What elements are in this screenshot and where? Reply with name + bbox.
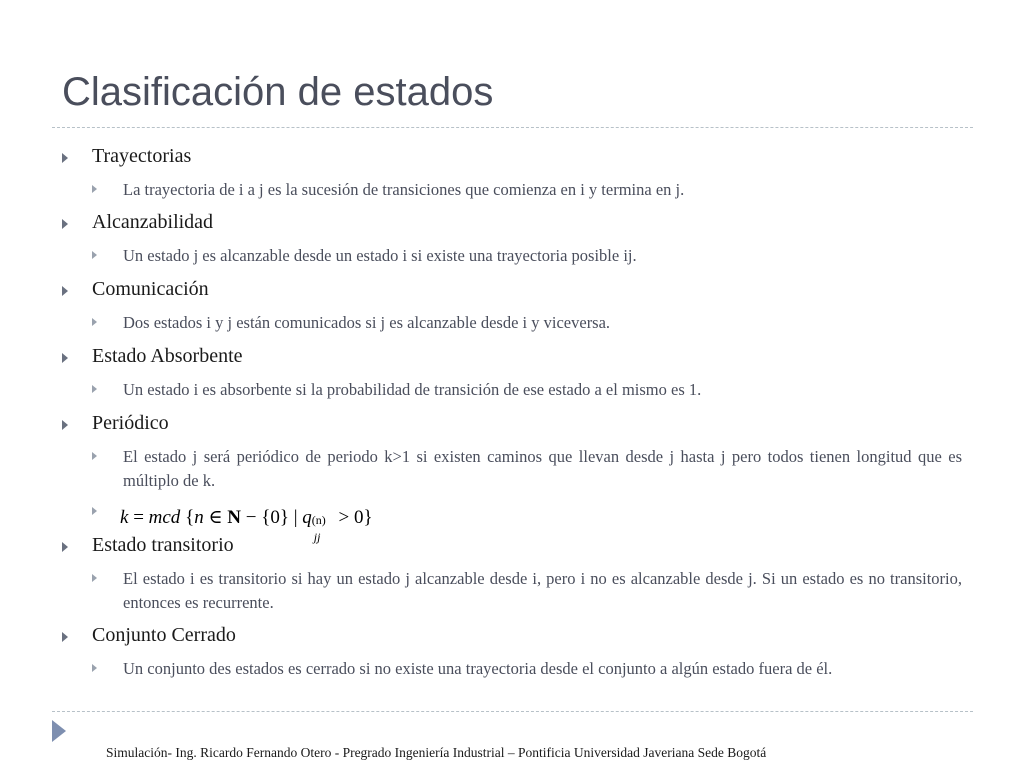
bullet-heading: Estado transitorio: [92, 534, 234, 556]
formula-minus-set: − {0} |: [241, 507, 303, 528]
bullet-arrow-icon: [62, 286, 68, 296]
formula-open-brace: {: [180, 507, 195, 528]
formula-element-of: ∈: [203, 507, 228, 528]
sub-bullet-text: Un estado j es alcanzable desde un estado i si existe una trayectoria posible ij.: [123, 246, 637, 265]
formula-equals: =: [128, 507, 149, 528]
sub-bullet-text: Un estado i es absorbente si la probabilidad de transición de ese estado a el mismo es 1.: [123, 380, 702, 399]
sub-bullet-arrow-icon: [92, 507, 97, 515]
formula-k: k: [120, 507, 129, 528]
bullet-arrow-icon: [62, 219, 68, 229]
sub-bullet-arrow-icon: [92, 452, 97, 460]
bullet-heading: Trayectorias: [92, 145, 192, 167]
sub-bullet-arrow-icon: [92, 185, 97, 193]
sub-bullet-comunicacion: [92, 311, 962, 335]
slide-title: Clasificación de estados: [62, 70, 494, 114]
sub-bullet-arrow-icon: [92, 385, 97, 393]
formula-greater-than: > 0}: [333, 507, 373, 528]
bullet-heading: Comunicación: [92, 278, 209, 300]
sub-bullet-text: La trayectoria de i a j es la sucesión de transiciones que comienza en i y termina en j.: [123, 180, 685, 199]
sub-bullet-arrow-icon: [92, 251, 97, 259]
bullet-arrow-icon: [62, 632, 68, 642]
sub-bullet-trayectorias: [92, 178, 962, 202]
formula-n: n: [194, 507, 204, 528]
sub-bullet-estado-absorbente: [92, 378, 962, 402]
formula-mcd: mcd: [148, 507, 181, 528]
footer-divider: [52, 711, 973, 712]
sub-bullet-alcanzabilidad: [92, 244, 962, 268]
bullet-arrow-icon: [62, 542, 68, 552]
sub-bullet-arrow-icon: [92, 318, 97, 326]
bullet-heading: Periódico: [92, 412, 169, 434]
sub-bullet-text: Dos estados i y j están comunicados si j es alcanzable desde i y viceversa.: [123, 313, 611, 332]
sub-bullet-conjunto-cerrado: [92, 657, 962, 681]
formula-subscript: jj: [313, 530, 321, 544]
sub-bullet-text: El estado i es transitorio si hay un estado j alcanzable desde i, pero i no es alcanzable desde j. Si un estado es no transitorio, entonces es recurrente.: [123, 569, 962, 612]
bullet-arrow-icon: [62, 353, 68, 363]
bullet-heading: Estado Absorbente: [92, 345, 243, 367]
next-slide-arrow-icon[interactable]: [52, 720, 66, 742]
sub-bullet-text: El estado j será periódico de periodo k>1 si existen caminos que llevan desde j hasta j pero todos tienen longitud que es múltiplo de k.: [123, 447, 962, 490]
sub-bullet-periodico: [92, 445, 962, 493]
formula-superscript: (n): [311, 513, 326, 527]
bullet-heading: Alcanzabilidad: [92, 211, 214, 233]
bullet-arrow-icon: [62, 153, 68, 163]
sub-bullet-estado-transitorio: [92, 567, 962, 615]
sub-bullet-text: Un conjunto des estados es cerrado si no existe una trayectoria desde el conjunto a algún estado fuera de él.: [123, 659, 833, 678]
period-formula: [120, 506, 373, 544]
formula-q: q: [302, 507, 312, 528]
formula-naturals: N: [227, 507, 241, 528]
sub-bullet-arrow-icon: [92, 574, 97, 582]
footer-text: Simulación- Ing. Ricardo Fernando Otero - Pregrado Ingeniería Industrial – Pontificia Universidad Javeriana Sede Bogotá: [106, 745, 767, 760]
bullet-heading: Conjunto Cerrado: [92, 624, 236, 646]
bullet-arrow-icon: [62, 420, 68, 430]
sub-bullet-arrow-icon: [92, 664, 97, 672]
